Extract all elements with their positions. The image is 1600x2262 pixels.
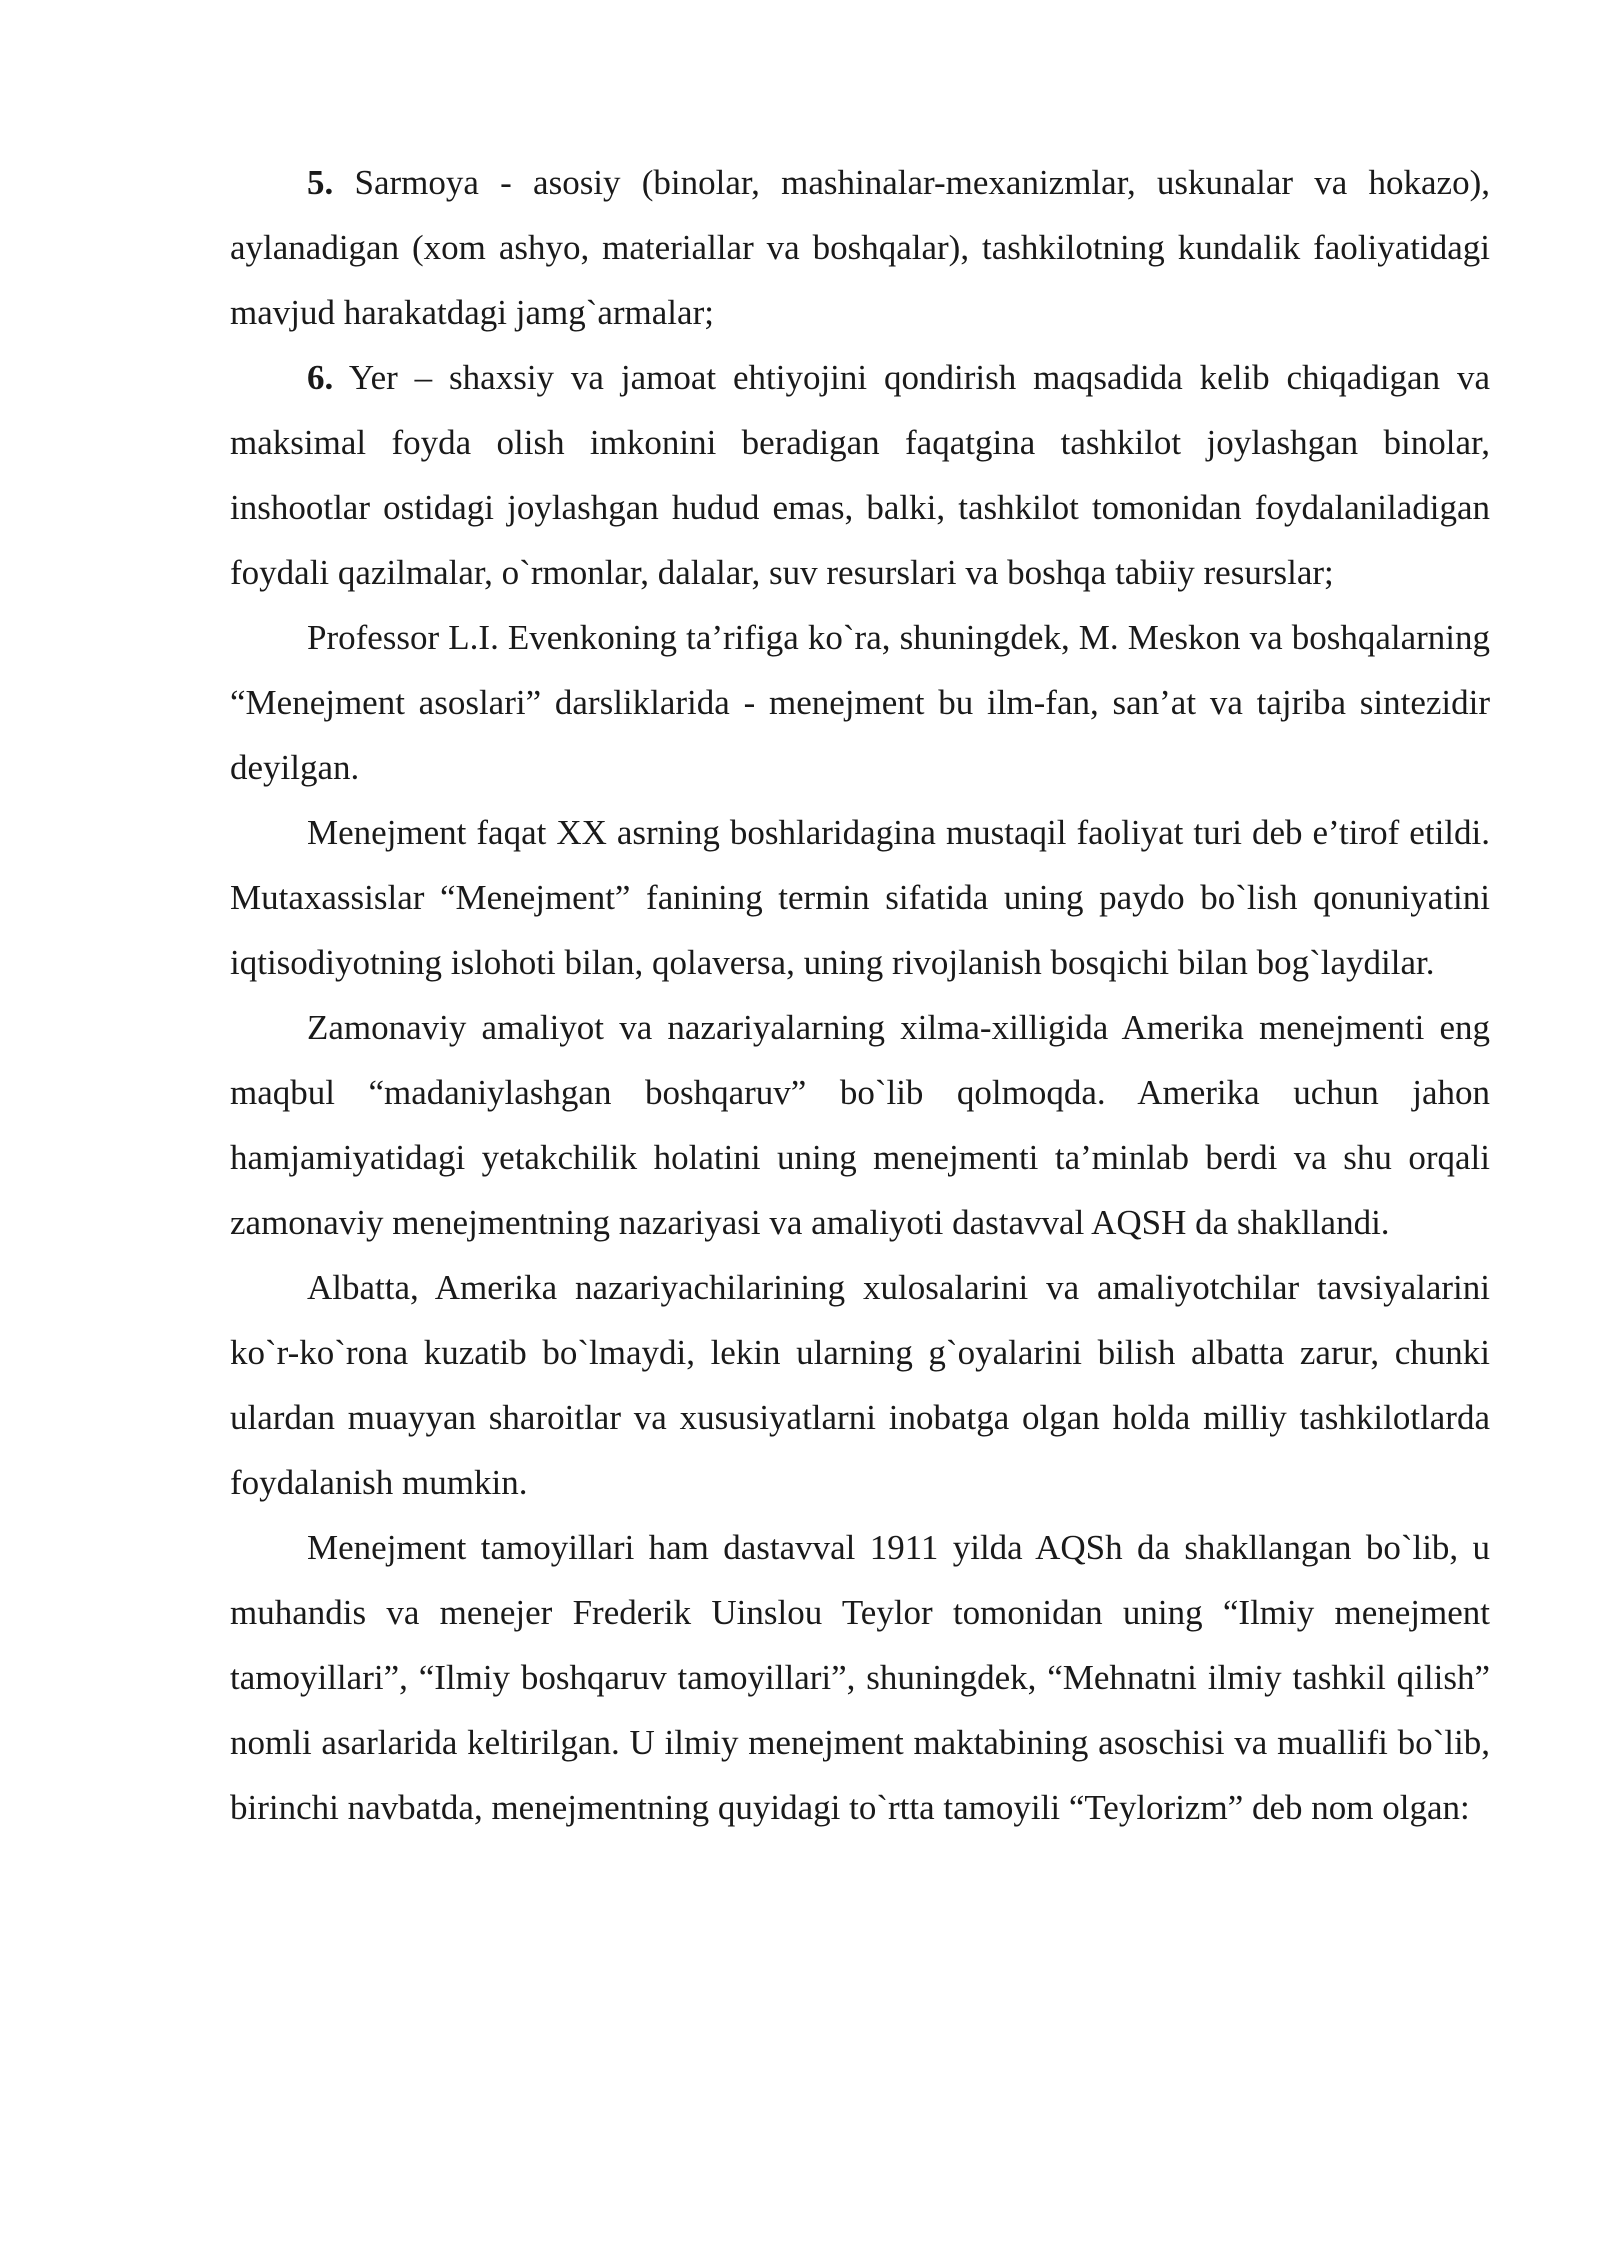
paragraph-text: Sarmoya - asosiy (binolar, mashinalar-mexanizmlar, uskunalar va hokazo), aylanadigan (xom ashyo, materiallar va boshqalar), tashkilotning kundalik faoliyatidagi mavjud harakatdagi jamg`armalar; [230, 163, 1490, 332]
paragraph-american-theorists [230, 1255, 1490, 1515]
paragraph-text: Menejment faqat XX asrning boshlaridagina mustaqil faoliyat turi deb e’tirof etildi. Mutaxassislar “Menejment” fanining termin sifatida uning paydo bo`lish qonuniyatini iqtisodiyotning islohoti bilan, qolaversa, uning rivojlanish bosqichi bilan bog`laydilar. [230, 813, 1490, 982]
paragraph-evenko-definition [230, 605, 1490, 800]
paragraph-text: Yer – shaxsiy va jamoat ehtiyojini qondirish maqsadida kelib chiqadigan va maksimal foyda olish imkonini beradigan faqatgina tashkilot joylashgan binolar, inshootlar ostidagi joylashgan hudud emas, balki, tashkilot tomonidan foydalaniladigan foydali qazilmalar, o`rmonlar, dalalar, suv resurslari va boshqa tabiiy resurslar; [230, 358, 1490, 592]
paragraph-yer [230, 345, 1490, 605]
paragraph-text: Albatta, Amerika nazariyachilarining xulosalarini va amaliyotchilar tavsiyalarini ko`r-ko`rona kuzatib bo`lmaydi, lekin ularning g`oyalarini bilish albatta zarur, chunki ulardan muayyan sharoitlar va xususiyatlarni inobatga olgan holda milliy tashkilotlarda foydalanish mumkin. [230, 1268, 1490, 1502]
paragraph-taylor-principles [230, 1515, 1490, 1840]
paragraph-text: Zamonaviy amaliyot va nazariyalarning xilma-xilligida Amerika menejmenti eng maqbul “madaniylashgan boshqaruv” bo`lib qolmoqda. Amerika uchun jahon hamjamiyatidagi yetakchilik holatini uning menejmenti ta’minlab berdi va shu orqali zamonaviy menejmentning nazariyasi va amaliyoti dastavval AQSH da shakllandi. [230, 1008, 1490, 1242]
paragraph-text: Professor L.I. Evenkoning ta’rifiga ko`ra, shuningdek, M. Meskon va boshqalarning “Menejment asoslari” darsliklarida - menejment bu ilm-fan, san’at va tajriba sintezidir deyilgan. [230, 618, 1490, 787]
paragraph-sarmoya [230, 150, 1490, 345]
paragraph-xx-century [230, 800, 1490, 995]
paragraph-american-management [230, 995, 1490, 1255]
list-number: 6. [307, 358, 334, 397]
document-page [230, 150, 1490, 1840]
paragraph-text: Menejment tamoyillari ham dastavval 1911 yilda AQSh da shakllangan bo`lib, u muhandis va menejer Frederik Uinslou Teylor tomonidan uning “Ilmiy menejment tamoyillari”, “Ilmiy boshqaruv tamoyillari”, shuningdek, “Mehnatni ilmiy tashkil qilish” nomli asarlarida keltirilgan. U ilmiy menejment maktabining asoschisi va muallifi bo`lib, birinchi navbatda, menejmentning quyidagi to`rtta tamoyili “Teylorizm” deb nom olgan: [230, 1528, 1490, 1827]
list-number: 5. [307, 163, 334, 202]
